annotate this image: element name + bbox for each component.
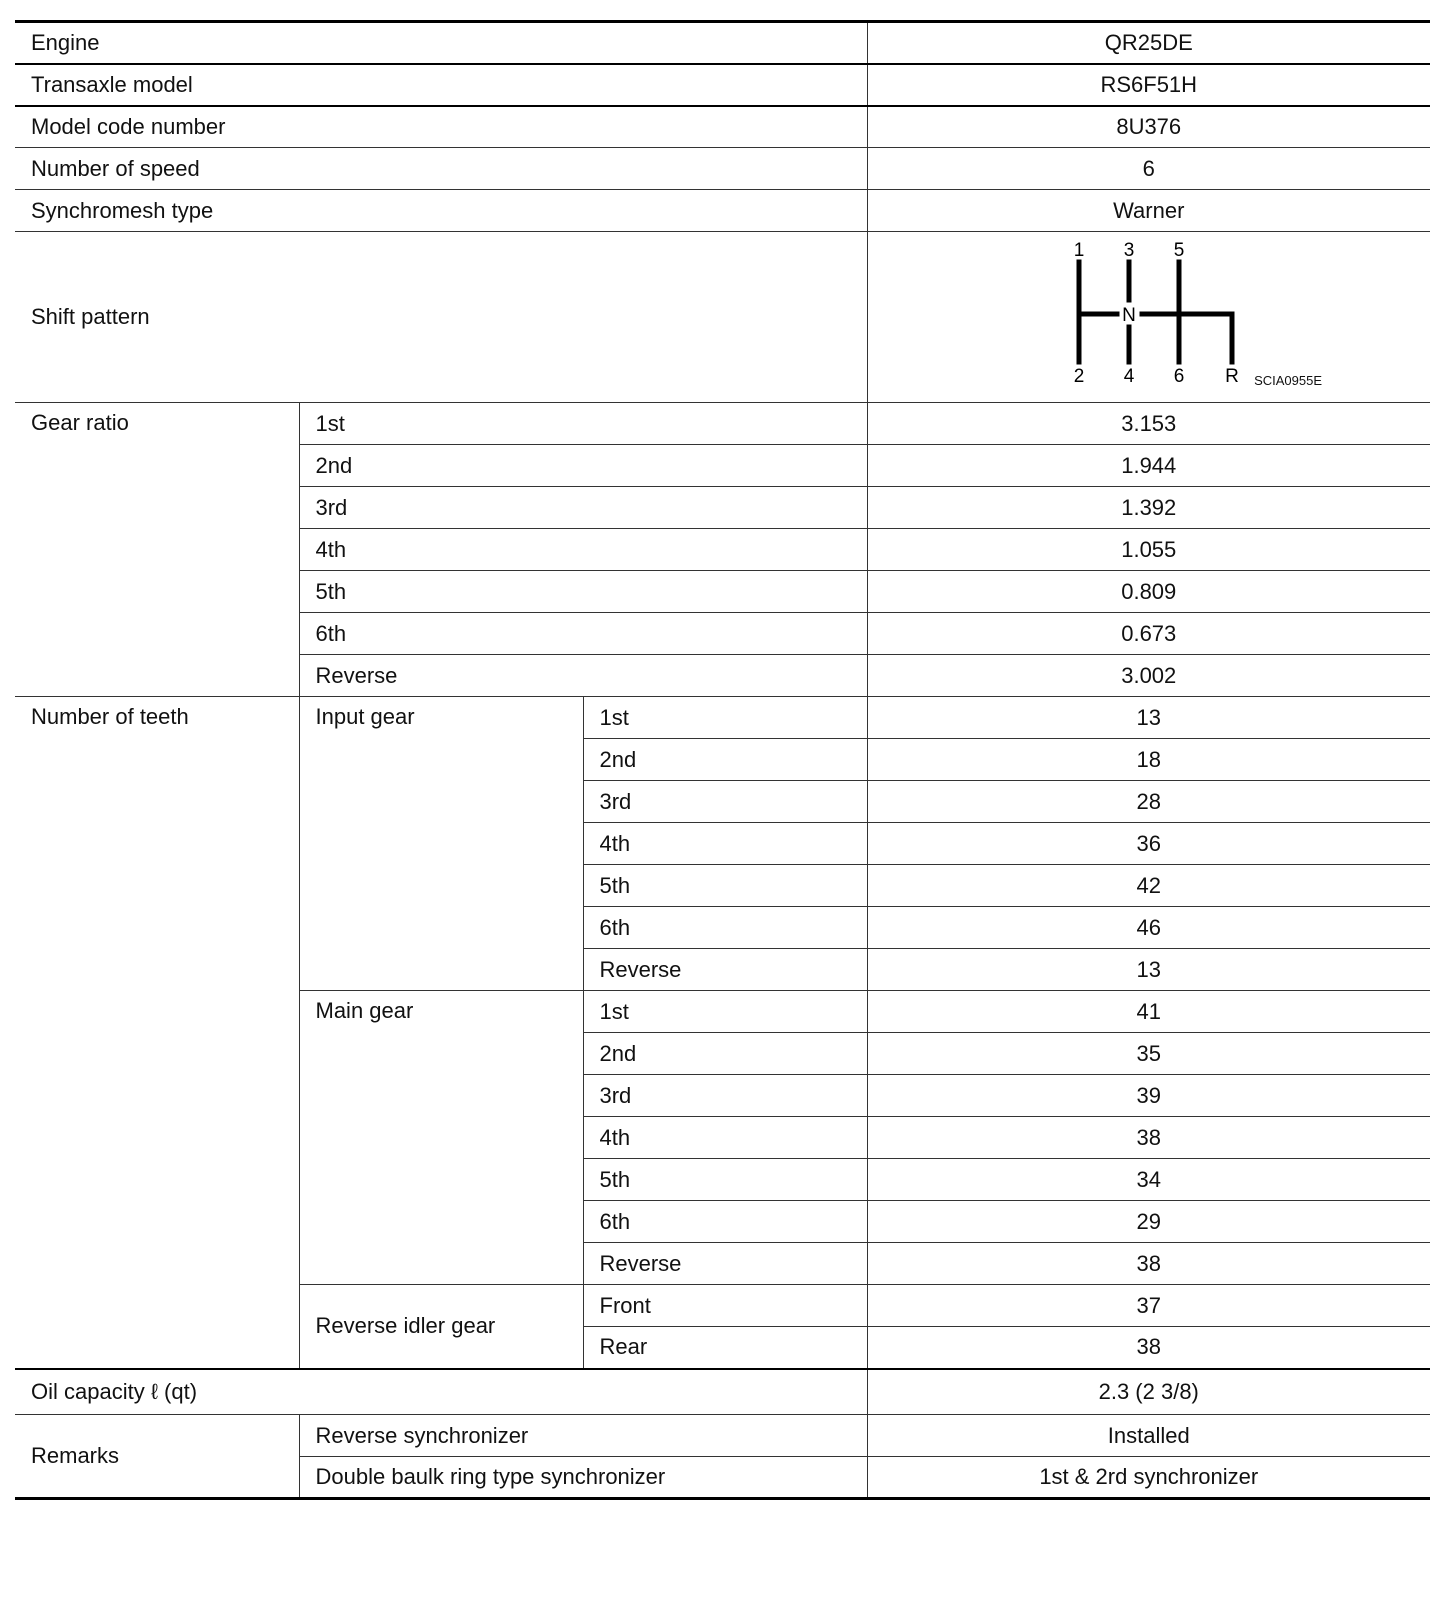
gear-name: 5th: [583, 865, 867, 907]
gear-name: Front: [583, 1285, 867, 1327]
gear-ratio-value: 3.153: [867, 403, 1430, 445]
row-value: QR25DE: [867, 22, 1430, 64]
row-value: Warner: [867, 190, 1430, 232]
spec-row-synchromesh: [15, 190, 1430, 232]
gear-name: Reverse: [583, 1243, 867, 1285]
gear-name: 1st: [299, 403, 867, 445]
gear-name: 2nd: [299, 445, 867, 487]
gear-ratio-row: [15, 403, 1430, 445]
shift-pattern-cell: [867, 232, 1430, 403]
gear-ratio-value: 1.392: [867, 487, 1430, 529]
gate-cross-right: [1142, 314, 1232, 362]
row-value: 8U376: [867, 106, 1430, 148]
spec-row-engine: [15, 22, 1430, 64]
teeth-value: 13: [867, 697, 1430, 739]
gear-name: 1st: [583, 697, 867, 739]
teeth-value: 38: [867, 1117, 1430, 1159]
gear-name: 5th: [299, 571, 867, 613]
gear-name: 3rd: [299, 487, 867, 529]
image-code: SCIA0955E: [1254, 373, 1322, 388]
row-label: Model code number: [15, 106, 867, 148]
gear-name: Reverse: [299, 655, 867, 697]
gear-ratio-value: 1.944: [867, 445, 1430, 487]
teeth-value: 34: [867, 1159, 1430, 1201]
spec-row-transaxle: [15, 64, 1430, 106]
teeth-row: [15, 697, 1430, 739]
row-label: Shift pattern: [15, 232, 867, 403]
subsection-label-main-gear: Main gear: [299, 991, 583, 1285]
row-label: Engine: [15, 22, 867, 64]
gear-label-4: 4: [1123, 366, 1135, 387]
teeth-value: 18: [867, 739, 1430, 781]
transaxle-spec-table: [15, 20, 1430, 1500]
teeth-value: 38: [867, 1327, 1430, 1369]
teeth-value: 42: [867, 865, 1430, 907]
gear-name: Reverse: [583, 949, 867, 991]
row-value: 6: [867, 148, 1430, 190]
gear-name: 3rd: [583, 1075, 867, 1117]
teeth-value: 38: [867, 1243, 1430, 1285]
gear-name: Rear: [583, 1327, 867, 1369]
gear-name: 2nd: [583, 739, 867, 781]
row-value: 2.3 (2 3/8): [867, 1369, 1430, 1415]
subsection-label-input-gear: Input gear: [299, 697, 583, 991]
gear-ratio-value: 0.673: [867, 613, 1430, 655]
section-label-gear-ratio: Gear ratio: [15, 403, 299, 697]
gear-label-3: 3: [1123, 240, 1135, 261]
teeth-value: 37: [867, 1285, 1430, 1327]
remark-name: Reverse synchronizer: [299, 1415, 867, 1457]
subsection-label-reverse-idler: Reverse idler gear: [299, 1285, 583, 1369]
row-label: Number of speed: [15, 148, 867, 190]
row-label: Synchromesh type: [15, 190, 867, 232]
gear-name: 4th: [583, 823, 867, 865]
gear-label-neutral: N: [1121, 305, 1136, 326]
row-value: RS6F51H: [867, 64, 1430, 106]
teeth-value: 36: [867, 823, 1430, 865]
gear-name: 6th: [583, 907, 867, 949]
teeth-value: 13: [867, 949, 1430, 991]
spec-row-model-code: [15, 106, 1430, 148]
spec-row-shift-pattern: [15, 232, 1430, 403]
gear-label-1: 1: [1073, 240, 1085, 261]
teeth-value: 41: [867, 991, 1430, 1033]
teeth-value: 39: [867, 1075, 1430, 1117]
shift-pattern-diagram: [1019, 232, 1279, 402]
remarks-row: [15, 1415, 1430, 1457]
teeth-value: 35: [867, 1033, 1430, 1075]
gear-label-6: 6: [1173, 366, 1185, 387]
row-label: Transaxle model: [15, 64, 867, 106]
gear-ratio-value: 0.809: [867, 571, 1430, 613]
section-label-remarks: Remarks: [15, 1415, 299, 1499]
teeth-value: 46: [867, 907, 1430, 949]
gear-name: 3rd: [583, 781, 867, 823]
remark-value: 1st & 2rd synchronizer: [867, 1457, 1430, 1499]
gear-label-5: 5: [1173, 240, 1185, 261]
gear-name: 1st: [583, 991, 867, 1033]
section-label-teeth: Number of teeth: [15, 697, 299, 1369]
gear-name: 6th: [583, 1201, 867, 1243]
remark-value: Installed: [867, 1415, 1430, 1457]
gear-name: 4th: [583, 1117, 867, 1159]
gear-label-reverse: R: [1224, 366, 1239, 387]
spec-row-oil-capacity: [15, 1369, 1430, 1415]
gear-name: 4th: [299, 529, 867, 571]
gear-name: 2nd: [583, 1033, 867, 1075]
gear-label-2: 2: [1073, 366, 1085, 387]
remark-name: Double baulk ring type synchronizer: [299, 1457, 867, 1499]
teeth-value: 28: [867, 781, 1430, 823]
row-label: Oil capacity ℓ (qt): [15, 1369, 867, 1415]
gear-name: 5th: [583, 1159, 867, 1201]
gear-ratio-value: 3.002: [867, 655, 1430, 697]
gear-ratio-value: 1.055: [867, 529, 1430, 571]
gear-name: 6th: [299, 613, 867, 655]
spec-row-speeds: [15, 148, 1430, 190]
teeth-value: 29: [867, 1201, 1430, 1243]
